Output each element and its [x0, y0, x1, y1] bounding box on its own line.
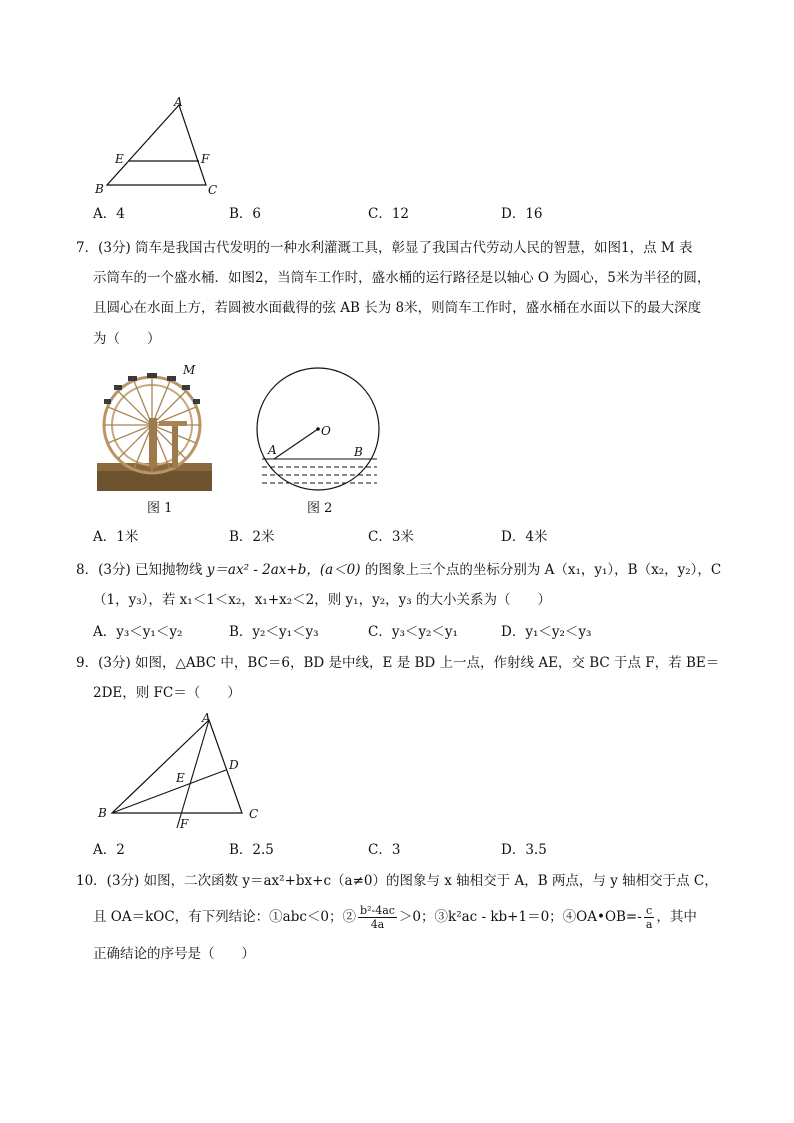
q6-label-e: E — [115, 152, 124, 166]
q6-label-a: A — [174, 95, 183, 109]
q9-label-e: E — [176, 771, 185, 785]
q10-frac1-denominator: 4a — [370, 918, 385, 931]
q7-text-line2: 示筒车的一个盛水桶．如图2，当筒车工作时，盛水桶的运行路径是以轴心 O 为圆心，5米为半径的圆， — [93, 270, 711, 286]
q9-text-line1: 9．(3分) 如图，△ABC 中，BC＝6，BD 是中线，E 是 BD 上一点，作射线 AE，交 BC 于点 F，若 BE＝ — [76, 655, 720, 671]
q10-text-line2 — [93, 902, 697, 932]
circle-water-figure — [255, 356, 385, 496]
q6-option-d[interactable]: D．16 — [501, 206, 543, 222]
q10-text-line3: 正确结论的序号是（ ） — [93, 946, 255, 962]
q9-option-b[interactable]: B．2.5 — [229, 842, 274, 858]
q7-text-line4: 为（ ） — [93, 331, 161, 347]
q10-frac2-numerator: c — [644, 904, 655, 918]
q8-option-c[interactable]: C．y₃＜y₂＜y₁ — [368, 624, 458, 640]
fig1-label-m: M — [183, 363, 196, 377]
q9-option-c[interactable]: C．3 — [368, 842, 401, 858]
q9-label-a: A — [202, 711, 211, 725]
q7-option-d[interactable]: D．4米 — [501, 529, 548, 545]
q6-option-b[interactable]: B．6 — [229, 206, 262, 222]
q10-fraction-ca — [644, 904, 655, 931]
q8-option-b[interactable]: B．y₂＜y₁＜y₃ — [229, 624, 319, 640]
q10-frac2-denominator: a — [645, 918, 653, 931]
q6-label-c: C — [208, 183, 218, 197]
q6-triangle-figure — [88, 90, 228, 200]
q9-label-d: D — [229, 758, 239, 772]
q9-label-c: C — [249, 807, 259, 821]
q10-line2-prefix: 且 OA＝kOC，有下列结论：①abc＜0；② — [93, 909, 357, 925]
q9-option-d[interactable]: D．3.5 — [501, 842, 547, 858]
q8-option-a[interactable]: A．y₃＜y₁＜y₂ — [93, 624, 183, 640]
q8-equation: y＝ax² - 2ax+b，(a＜0) — [206, 562, 361, 578]
q10-line2-middle: ＞0；③k²ac - kb+1＝0；④OA•OB=- — [398, 909, 642, 925]
q8-line1-suffix: 的图象上三个点的坐标分别为 A（x₁，y₁），B（x₂，y₂），C — [360, 562, 722, 578]
q9-option-a[interactable]: A．2 — [93, 842, 125, 858]
q7-option-a[interactable]: A．1米 — [93, 529, 139, 545]
q9-text-line2: 2DE，则 FC＝（ ） — [93, 685, 241, 701]
q8-option-d[interactable]: D．y₁＜y₂＜y₃ — [501, 624, 592, 640]
q6-label-f: F — [201, 152, 210, 166]
q10-line2-suffix: ，其中 — [656, 909, 697, 925]
q7-text-line1: 7．(3分) 筒车是我国古代发明的一种水利灌溉工具，彰显了我国古代劳动人民的智慧，如图1，点 M 表 — [76, 240, 693, 256]
q6-option-c[interactable]: C．12 — [368, 206, 410, 222]
q7-text-line3: 且圆心在水面上方，若圆被水面截得的弦 AB 长为 8米，则筒车工作时，盛水桶在水面以下的最大深度 — [93, 300, 702, 316]
q10-frac1-numerator: b²-4ac — [360, 904, 395, 917]
fig1-caption: 图 1 — [147, 501, 173, 516]
fig2-caption: 图 2 — [307, 501, 333, 516]
q9-label-b: B — [98, 806, 107, 820]
q8-line1-prefix: 8．(3分) 已知抛物线 — [76, 562, 207, 578]
fig2-label-a: A — [268, 443, 277, 457]
q10-fraction-discriminant — [358, 904, 397, 931]
q9-triangle-figure — [92, 706, 272, 834]
fig2-label-b: B — [354, 445, 363, 459]
q6-label-b: B — [95, 182, 104, 196]
q8-text-line1 — [76, 560, 721, 580]
q8-text-line2: （1，y₃），若 x₁＜1＜x₂，x₁+x₂＜2，则 y₁，y₂，y₃ 的大小关系为（ ） — [93, 592, 551, 608]
q9-label-f: F — [180, 817, 189, 831]
water-wheel-image — [97, 363, 212, 491]
fig2-label-o: O — [321, 424, 331, 438]
q7-option-b[interactable]: B．2米 — [229, 529, 275, 545]
q10-text-line1: 10．(3分) 如图，二次函数 y＝ax²+bx+c（a≠0）的图象与 x 轴相交于 A，B 两点，与 y 轴相交于点 C， — [76, 873, 718, 889]
q7-option-c[interactable]: C．3米 — [368, 529, 414, 545]
q6-option-a[interactable]: A．4 — [93, 206, 125, 222]
